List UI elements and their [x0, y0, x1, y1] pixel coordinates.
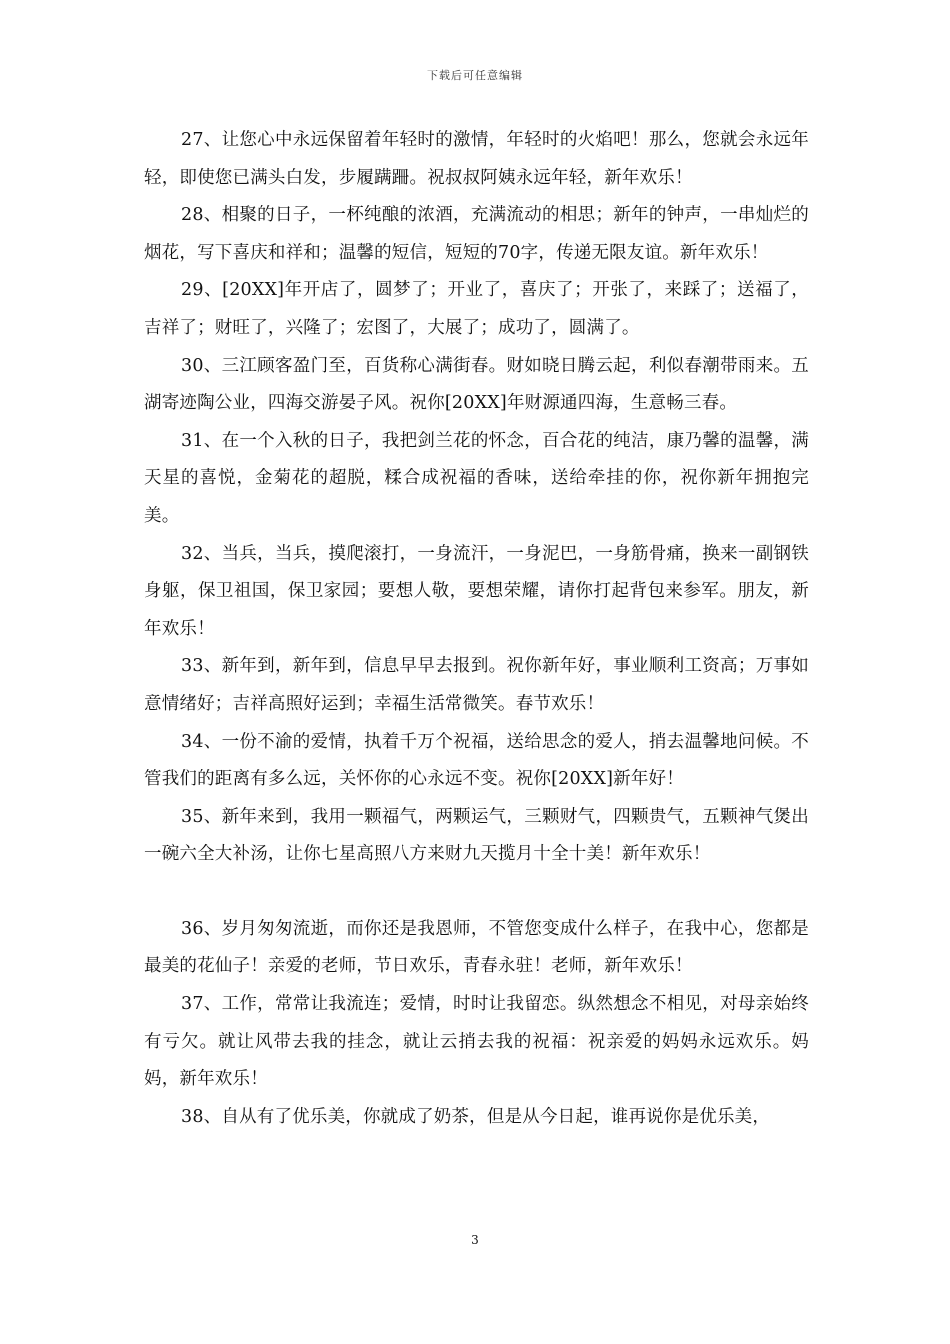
paragraph-36: 36、岁月匆匆流逝，而你还是我恩师，不管您变成什么样子，在我中心，您都是最美的花仙子！亲爱的老师，节日欢乐，青春永驻！老师，新年欢乐！: [144, 918, 809, 977]
paragraph-38: 38、自从有了优乐美，你就成了奶茶，但是从今日起，谁再说你是优乐美，: [181, 1106, 771, 1127]
paragraph-37: 37、工作，常常让我流连；爱情，时时让我留恋。纵然想念不相见，对母亲始终有亏欠。就让风带去我的挂念，就让云捎去我的祝福：祝亲爱的妈妈永远欢乐。妈妈，新年欢乐！: [144, 994, 809, 1090]
paragraph-31: 31、在一个入秋的日子，我把剑兰花的怀念，百合花的纯洁，康乃馨的温馨，满天星的喜悦，金菊花的超脱，糅合成祝福的香味，送给牵挂的你，祝你新年拥抱完美。: [144, 430, 809, 526]
paragraph-30: 30、三江顾客盈门至，百货称心满街春。财如晓日腾云起，利似春潮带雨来。五湖寄迹陶公业，四海交游晏子风。祝你[20XX]年财源通四海，生意畅三春。: [144, 355, 809, 414]
document-body: [144, 122, 809, 1136]
page-number: 3: [471, 1233, 479, 1247]
paragraph-29: 29、[20XX]年开店了，圆梦了；开业了，喜庆了；开张了，来踩了；送福了，吉祥了；财旺了，兴隆了；宏图了，大展了；成功了，圆满了。: [144, 280, 809, 338]
paragraph-33: 33、新年到，新年到，信息早早去报到。祝你新年好，事业顺利工资高；万事如意情绪好；吉祥高照好运到；幸福生活常微笑。春节欢乐！: [144, 656, 809, 714]
paragraph-27: 27、让您心中永远保留着年轻时的激情，年轻时的火焰吧！那么，您就会永远年轻，即使您已满头白发，步履蹒跚。祝叔叔阿姨永远年轻，新年欢乐！: [144, 130, 809, 188]
page-header: 下载后可任意编辑: [427, 69, 523, 82]
paragraph-35: 35、新年来到，我用一颗福气，两颗运气，三颗财气，四颗贵气，五颗神气煲出一碗六全大补汤，让你七星高照八方来财九天揽月十全十美！新年欢乐！: [144, 806, 809, 865]
paragraph-32: 32、当兵，当兵，摸爬滚打，一身流汗，一身泥巴，一身筋骨痛，换来一副钢铁身躯，保卫祖国，保卫家园；要想人敬，要想荣耀，请你打起背包来参军。朋友，新年欢乐！: [144, 543, 809, 639]
paragraph-28: 28、相聚的日子，一杯纯酿的浓酒，充满流动的相思；新年的钟声，一串灿烂的烟花，写下喜庆和祥和；温馨的短信，短短的70字，传递无限友谊。新年欢乐！: [144, 205, 809, 263]
paragraph-34: 34、一份不渝的爱情，执着千万个祝福，送给思念的爱人，捎去温馨地问候。不管我们的距离有多么远，关怀你的心永远不变。祝你[20XX]新年好！: [144, 731, 809, 790]
